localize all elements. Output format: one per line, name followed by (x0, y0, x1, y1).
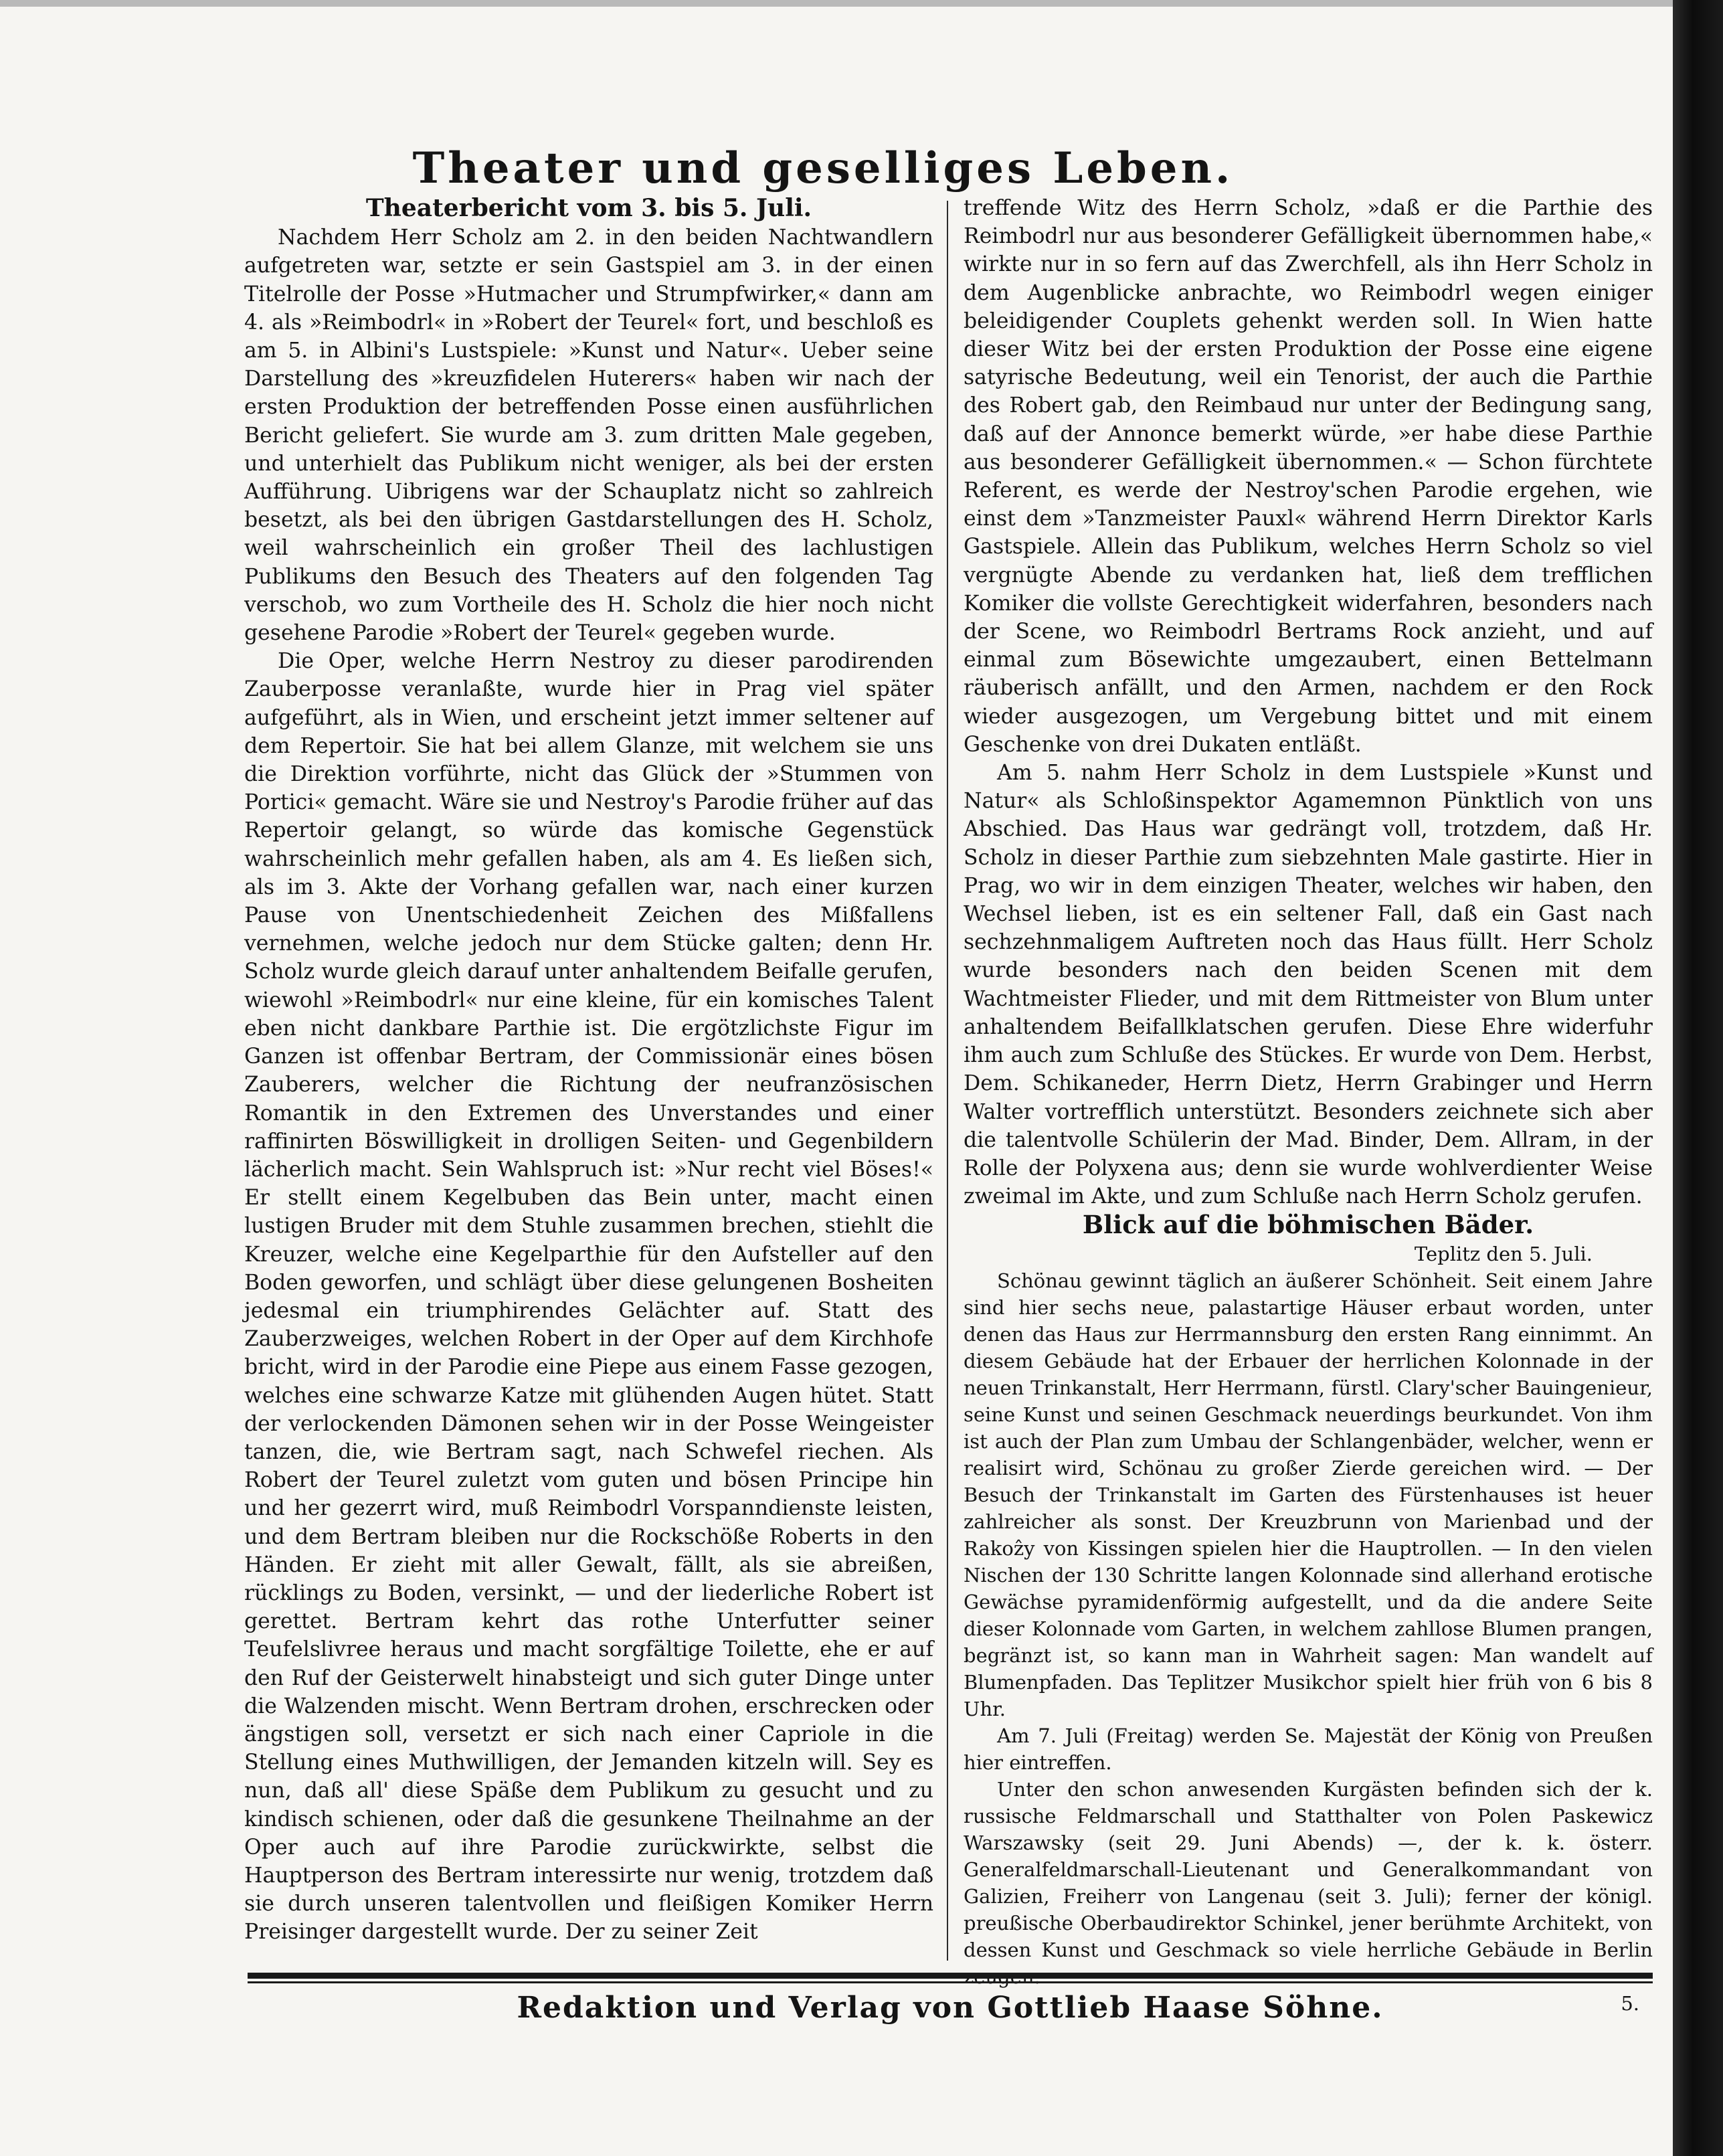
dateline: Teplitz den 5. Juli. (1414, 1242, 1593, 1265)
publisher-footer: Redaktion und Verlag von Gottlieb Haase Söhne. (517, 1991, 1384, 2025)
bottom-double-rule (248, 1973, 1653, 1985)
article-paragraph: Am 5. nahm Herr Scholz in dem Lustspiele »Kunst und Natur« als Schloßinspektor Agamemnon Pünktlich von uns Abschied. Das Haus war gedrängt voll, trotzdem, daß Hr. Scholz in dieser Parthie zum siebzehnten Male gastirte. Hier in Prag, wo wir in dem einzigen Theater, welches wir haben, den Wechsel lieben, ist es ein seltener Fall, daß ein Gast nach sechzehnmaligem Auftreten noch das Haus füllt. Herr Scholz wurde besonders nach den beiden Scenen mit dem Wachtmeister Flieder, und mit dem Rittmeister von Blum unter anhaltendem Beifallklatschen gerufen. Diese Ehre widerfuhr ihm auch zum Schluße des Stückes. Er wurde von Dem. Herbst, Dem. Schikaneder, Herrn Dietz, Herrn Grabinger und Herrn Walter vortrefflich unterstützt. Besonders zeichnete sich aber die talentvolle Schülerin der Mad. Binder, Dem. Allram, in der Rolle der Polyxena aus; denn sie wurde wohlverdienter Weise zweimal im Akte, und zum Schluße nach Herrn Scholz gerufen. (964, 761, 1653, 1209)
section-masthead: Theater und geselliges Leben. (412, 143, 1234, 193)
article-paragraph: treffende Witz des Herrn Scholz, »daß er die Parthie des Reimbodrl nur aus besonderer Gefälligkeit übernommen habe,« wirkte nur in so fern auf das Zwerchfell, als ihn Herr Scholz in dem Augenblicke anbrachte, wo Reimbodrl wegen einiger beleidigender Couplets gehenkt werden soll. In Wien hatte dieser Witz bei der ersten Produktion der Posse eine eigene satyrische Bedeutung, weil ein Tenorist, der auch die Parthie des Robert gab, den Reimbaud nur unter der Bedingung sang, daß auf der Annonce bemerkt würde, »er habe diese Parthie aus besonderer Gefälligkeit übernommen.« — Schon fürchtete Referent, es werde der Nestroy'schen Parodie ergehen, wie einst dem »Tanzmeister Pauxl« während Herrn Direktor Karls Gastspiele. Allein das Publikum, welches Herrn Scholz so viel vergnügte Abende zu verdanken hat, ließ dem trefflichen Komiker die vollste Gerechtigkeit widerfahren, besonders nach der Scene, wo Reimbodrl Bertrams Rock anzieht, und auf einmal zum Bösewichte umgezaubert, einen Bettelmann räuberisch anfällt, und den Armen, nachdem er den Rock wieder ausgezogen, um Vergebung bittet und mit einem Geschenke von drei Dukaten entläßt. (964, 196, 1653, 757)
left-column (244, 194, 933, 1947)
article-paragraph: Schönau gewinnt täglich an äußerer Schönheit. Seit einem Jahre sind hier sechs neue, palastartige Häuser erbaut worden, unter denen das Haus zur Herrmannsburg den ersten Rang einnimmt. An diesem Gebäude hat der Erbauer der herrlichen Kolonnade in der neuen Trinkanstalt, Herr Herrmann, fürstl. Clary'scher Bauingenieur, seine Kunst und seinen Geschmack neuerdings beurkundet. Von ihm ist auch der Plan zum Umbau der Schlangenbäder, welcher, wenn er realisirt wird, Schönau zu großer Zierde gereichen wird. — Der Besuch der Trinkanstalt im Garten des Fürstenhauses ist heuer zahlreicher als sonst. Der Kreuzbrunn von Marienbad und der Rakoẑy von Kissingen spielen hier die Hauptrollen. — In den vielen Nischen der 130 Schritte langen Kolonnade sind allerhand erotische Gewächse pyramidenförmig aufgestellt, und da die andere Seite dieser Kolonnade vom Garten, in welchem zahllose Blumen prangen, begränzt ist, so kann man in Wahrheit sagen: Man wandelt auf Blumenpfaden. Das Teplitzer Musikchor spielt hier früh von 6 bis 8 Uhr. (964, 1269, 1653, 1720)
article-paragraph: Nachdem Herr Scholz am 2. in den beiden Nachtwandlern aufgetreten war, setzte er sein Gastspiel am 3. in der einen Titelrolle der Posse »Hutmacher und Strumpfwirker,« dann am 4. als »Reimbodrl« in »Robert der Teurel« fort, und beschloß es am 5. in Albini's Lustspiele: »Kunst und Natur«. Ueber seine Darstellung des »kreuzfidelen Huterers« haben wir nach der ersten Produktion der betreffenden Posse einen ausführlichen Bericht geliefert. Sie wurde am 3. zum dritten Male gegeben, und unterhielt das Publikum nicht weniger, als bei der ersten Aufführung. Uibrigens war der Schauplatz nicht so zahlreich besetzt, als bei den übrigen Gastdarstellungen des H. Scholz, weil wahrscheinlich ein großer Theil des lachlustigen Publikums den Besuch des Theaters auf den folgenden Tag verschob, wo zum Vortheile des H. Scholz die hier noch nicht gesehene Parodie »Robert der Teurel« gegeben wurde. (244, 226, 933, 646)
column-divider (947, 201, 948, 1961)
article-paragraph: Am 7. Juli (Freitag) werden Se. Majestät der König von Preußen hier eintreffen. (964, 1724, 1653, 1774)
top-edge (0, 0, 1673, 7)
author-signature: 5. (1621, 1991, 1639, 2015)
baths-report (964, 1241, 1653, 2017)
scan-edge (1673, 0, 1723, 2156)
thick-rule (248, 1973, 1653, 1979)
baths-heading: Blick auf die böhmischen Bäder. (1082, 1210, 1534, 1240)
article-paragraph: Unter den schon anwesenden Kurgästen befinden sich der k. russische Feldmarschall und Statthalter von Polen Paskewicz Warszawsky (seit 29. Juni Abends) —, der k. k. österr. Generalfeldmarschall-Lieutenant und Generalkommandant von Galizien, Freiherr von Langenau (seit 3. Juli); ferner der königl. preußische Oberbaudirektor Schinkel, jener berühmte Architekt, von dessen Kunst und Geschmack so viele herrliche Gebäude in Berlin (964, 1777, 1653, 1961)
thin-rule (248, 1981, 1653, 1983)
right-column (964, 194, 1653, 2017)
theater-report-heading: Theaterbericht vom 3. bis 5. Juli. (365, 194, 812, 222)
article-paragraph: Die Oper, welche Herrn Nestroy zu dieser parodirenden Zauberposse veranlaßte, wurde hier in Prag viel später aufgeführt, als in Wien, und erscheint jetzt immer seltener auf dem Repertoir. Sie hat bei allem Glanze, mit welchem sie uns die Direktion vorführte, nicht das Glück der »Stummen von Portici« gemacht. Wäre sie und Nestroy's Parodie früher auf das Repertoir gelangt, so würde das komische Gegenstück wahrscheinlich mehr gefallen haben, als am 4. Es ließen sich, als im 3. Akte der Vorhang gefallen war, nach einer kurzen Pause von Unentschiedenheit Zeichen des Mißfallens vernehmen, welche jedoch nur dem Stücke galten; denn Hr. Scholz wurde gleich darauf unter anhaltendem Beifalle gerufen, wiewohl »Reimbodrl« nur eine kleine, für ein komisches Talent eben nicht dankbare Parthie ist. Die ergötzlichste Figur im Ganzen ist offenbar Bertram, der Commissionär eines bösen Zauberers, welcher die Richtung der neufranzösischen Romantik in den Extremen des Unverstandes und einer raffinirten Böswilligkeit in drolligen Seiten- und Gegenbildern lächerlich macht. Sein Wahlspruch ist: »Nur recht viel Böses!« Er stellt einem Kegelbuben das Bein unter, macht einen lustigen Bruder mit dem Stuhle zusammen brechen, stiehlt die Kreuzer, welche eine Kegelparthie für den Aufsteller auf den Boden geworfen, und schlägt über diese gelungenen Bosheiten jedesmal ein triumphirendes Gelächter auf. Statt des Zauberzweiges, welchen Robert in der Oper auf dem Kirchhofe bricht, wird in der Parodie eine Piepe aus einem Fasse gezogen, welches eine schwarze Katze mit glühenden Augen hütet. Statt der verlockenden Dämonen sehen wir in der Posse Weingeister tanzen, die, wie Bertram sagt, nach Schwefel riechen. Als Robert der Teurel zuletzt vom guten und bösen Principe hin und her gezerrt wird, muß Reimbodrl Vorspanndienste leisten, und dem Bertram bleiben nur die Rockschöße Roberts in den Händen. Er zieht mit aller Gewalt, fällt, als sie abreißen, rücklings zu Boden, versinkt, — und der liederliche Robert ist gerettet. Bertram kehrt das rothe Unterfutter seiner Teufelslivree heraus und macht sorgfältige Toilette, ehe er auf den Ruf der Geisterwelt hinabsteigt und sich guter Dinge unter die Walzenden mischt. Wenn Bertram drohen, erschrecken oder ängstigen soll, versetzt er sich nach einer Capriole in die Stellung eines Muthwilligen, der Jemanden kitzeln will. Sey es nun, daß all' diese Späße dem Publikum zu gesucht und zu kindisch schienen, oder daß die gesunkene Theilnahme an der Oper auch auf ihre Parodie zurückwirkte, selbst die Hauptperson des Bertram interessirte nur wenig, trotzdem daß sie durch unseren talentvollen und fleißigen Komiker Herrn Preisinger dargestellt wurde. Der zu seiner Zeit (244, 649, 933, 1945)
